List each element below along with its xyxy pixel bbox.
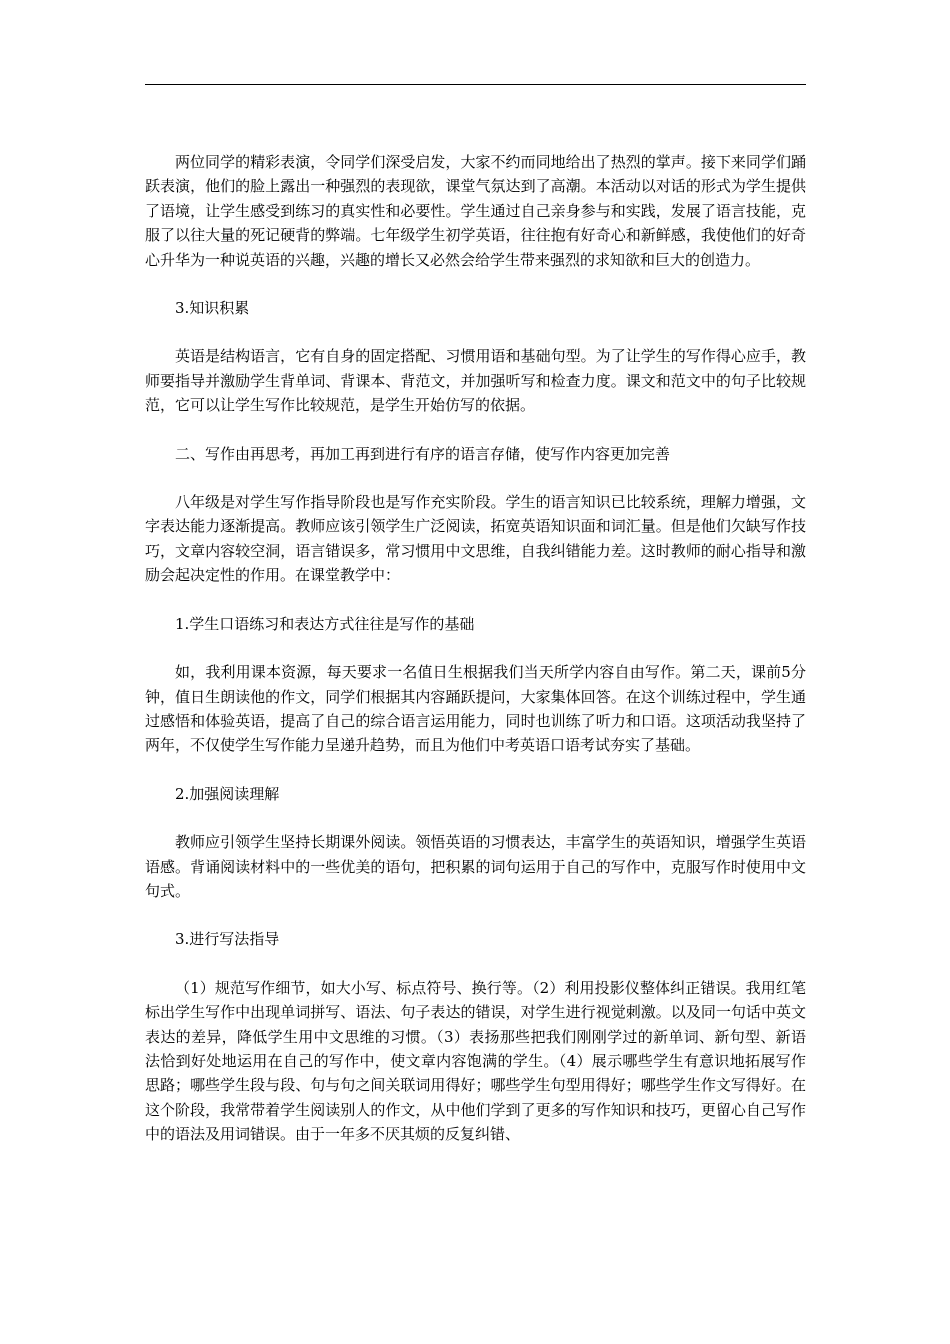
heading-writing-guidance: 3.进行写法指导 [175,930,280,949]
document-body [145,150,806,1147]
paragraph-english-structure: 英语是结构语言，它有自身的固定搭配、习惯用语和基础句型。为了让学生的写作得心应手，教师要指导并激励学生背单词、背课本、背范文，并加强听写和检查力度。课文和范文中的句子比较规范，它可以让学生写作比较规范，是学生开始仿写的依据。 [145,347,806,415]
paragraph-writing-details: （1）规范写作细节，如大小写、标点符号、换行等。（2）利用投影仪整体纠正错误。我用红笔标出学生写作中出现单词拼写、语法、句子表达的错误，对学生进行视觉刺激。以及同一句话中英文表达的差异，降低学生用中文思维的习惯。（3）表扬那些把我们刚刚学过的新单词、新句型、新语法恰到好处地运用在自己的写作中，使文章内容饱满的学生。（4）展示哪些学生有意识地拓展写作思路；哪些学生段与段、句与句之间关联词用得好；哪些学生句型用得好；哪些学生作文写得好。在这个阶段，我常带着学生阅读别人的作文，从中他们学到了更多的写作知识和技巧，更留心自己写作中的语法及用词错误。由于一年多不厌其烦的反复纠错、 [145,978,806,1144]
paragraph-daily-writing: 如，我利用课本资源，每天要求一名值日生根据我们当天所学内容自由写作。第二天，课前5分钟，值日生朗读他的作文，同学们根据其内容踊跃提问，大家集体回答。在这个训练过程中，学生通过感悟和体验英语，提高了自己的综合语言运用能力，同时也训练了听力和口语。这项活动我坚持了两年，不仅使学生写作能力呈递升趋势，而且为他们中考英语口语考试夯实了基础。 [145,663,806,755]
heading-oral-practice: 1.学生口语练习和表达方式往往是写作的基础 [175,614,475,633]
heading-reading-comprehension: 2.加强阅读理解 [175,784,280,803]
paragraph-grade-eight: 八年级是对学生写作指导阶段也是写作充实阶段。学生的语言知识已比较系统，理解力增强，文字表达能力逐渐提高。教师应该引领学生广泛阅读，拓宽英语知识面和词汇量。但是他们欠缺写作技巧，文章内容较空洞，语言错误多，常习惯用中文思维，自我纠错能力差。这时教师的耐心指导和激励会起决定性的作用。在课堂教学中： [145,493,806,585]
paragraph-class-performance: 两位同学的精彩表演，令同学们深受启发，大家不约而同地给出了热烈的掌声。接下来同学们踊跃表演，他们的脸上露出一种强烈的表现欲，课堂气氛达到了高潮。本活动以对话的形式为学生提供了语境，让学生感受到练习的真实性和必要性。学生通过自己亲身参与和实践，发展了语言技能，克服了以往大量的死记硬背的弊端。七年级学生初学英语，往往抱有好奇心和新鲜感，我使他们的好奇心升华为一种说英语的兴趣，兴趣的增长又必然会给学生带来强烈的求知欲和巨大的创造力。 [145,153,806,269]
paragraph-extracurricular-reading: 教师应引领学生坚持长期课外阅读。领悟英语的习惯表达，丰富学生的英语知识，增强学生英语语感。背诵阅读材料中的一些优美的语句，把积累的词句运用于自己的写作中，克服写作时使用中文句式。 [145,833,806,900]
header-rule [145,84,806,85]
heading-knowledge-accumulation: 3.知识积累 [175,299,250,318]
heading-section-two: 二、写作由再思考，再加工再到进行有序的语言存储，使写作内容更加完善 [175,444,671,463]
